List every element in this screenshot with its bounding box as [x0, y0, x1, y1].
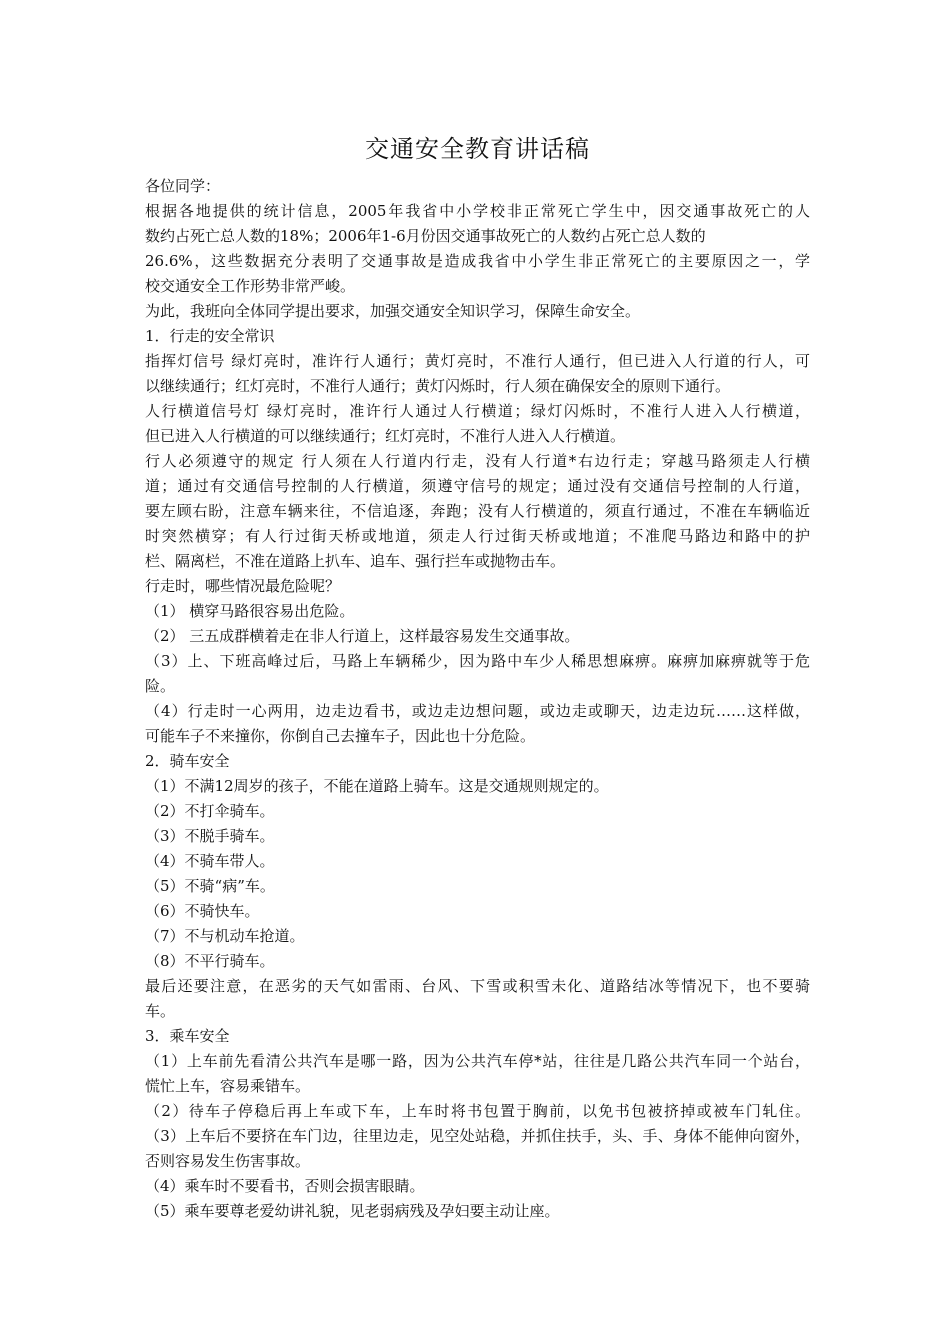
- text-line: （6）不骑快车。: [145, 902, 260, 920]
- text-line: （2）不打伞骑车。: [145, 802, 275, 820]
- text-line: （1） 横穿马路很容易出危险。: [145, 602, 355, 620]
- text-line: 3．乘车安全: [145, 1027, 230, 1045]
- text-line: （1）不满12周岁的孩子，不能在道路上骑车。这是交通规则规定的。: [145, 777, 609, 795]
- text-line: （8）不平行骑车。: [145, 952, 275, 970]
- text-line: 2．骑车安全: [145, 752, 230, 770]
- text-line: 车。: [145, 1002, 176, 1020]
- text-line: 道；通过有交通信号控制的人行横道，须遵守信号的规定；通过没有交通信号控制的人行道，: [145, 477, 810, 495]
- text-line: （2）待车子停稳后再上车或下车，上车时将书包置于胸前，以免书包被挤掉或被车门轧住。: [145, 1102, 810, 1120]
- text-line: 指挥灯信号 绿灯亮时，准许行人通行；黄灯亮时，不准行人通行，但已进入人行道的行人，可: [145, 352, 810, 370]
- text-line: 否则容易发生伤害事故。: [145, 1152, 311, 1170]
- text-line: 26.6%，这些数据充分表明了交通事故是造成我省中小学生非正常死亡的主要原因之一，学: [145, 252, 810, 270]
- text-line: （4）行走时一心两用，边走边看书，或边走边想问题，或边走或聊天，边走边玩……这样做，: [145, 702, 810, 720]
- text-line: 时突然横穿；有人行过街天桥或地道，须走人行过街天桥或地道；不准爬马路边和路中的护: [145, 527, 810, 545]
- document-title: 交通安全教育讲话稿: [365, 135, 590, 163]
- text-line: 行走时，哪些情况最危险呢？: [145, 577, 341, 595]
- text-line: 险。: [145, 677, 176, 695]
- text-line: 1．行走的安全常识: [145, 327, 275, 345]
- text-line: （1）上车前先看清公共汽车是哪一路，因为公共汽车停*站，往往是几路公共汽车同一个站台，: [145, 1052, 810, 1070]
- text-line: 行人必须遵守的规定 行人须在人行道内行走，没有人行道*右边行走；穿越马路须走人行横: [145, 452, 810, 470]
- text-line: （4）不骑车带人。: [145, 852, 275, 870]
- text-line: （5）乘车要尊老爱幼讲礼貌，见老弱病残及孕妇要主动让座。: [145, 1202, 560, 1220]
- text-line: 慌忙上车，容易乘错车。: [145, 1077, 311, 1095]
- text-line: 可能车子不来撞你，你倒自己去撞车子，因此也十分危险。: [145, 727, 536, 745]
- text-line: （7）不与机动车抢道。: [145, 927, 305, 945]
- text-line: 栏、隔离栏，不准在道路上扒车、追车、强行拦车或抛物击车。: [145, 552, 566, 570]
- document-body: [145, 174, 810, 1224]
- text-line: 人行横道信号灯 绿灯亮时，准许行人通过人行横道；绿灯闪烁时，不准行人进入人行横道，: [145, 402, 810, 420]
- text-line: 数约占死亡总人数的18%；2006年1-6月份因交通事故死亡的人数约占死亡总人数的: [145, 227, 706, 245]
- text-line: 根据各地提供的统计信息，2005年我省中小学校非正常死亡学生中，因交通事故死亡的人: [145, 202, 810, 220]
- text-line: （3）上、下班高峰过后，马路上车辆稀少，因为路中车少人稀思想麻痹。麻痹加麻痹就等于危: [145, 652, 810, 670]
- text-line: 以继续通行；红灯亮时，不准行人通行；黄灯闪烁时，行人须在确保安全的原则下通行。: [145, 377, 731, 395]
- text-line: （3）不脱手骑车。: [145, 827, 275, 845]
- document-page: [145, 132, 810, 1224]
- text-line: （4）乘车时不要看书，否则会损害眼睛。: [145, 1177, 425, 1195]
- text-line: （5）不骑“病”车。: [145, 877, 275, 895]
- text-line: 各位同学：: [145, 177, 221, 195]
- text-line: 最后还要注意，在恶劣的天气如雷雨、台风、下雪或积雪未化、道路结冰等情况下，也不要骑: [145, 977, 810, 995]
- text-line: 为此，我班向全体同学提出要求，加强交通安全知识学习，保障生命安全。: [145, 302, 641, 320]
- text-line: 校交通安全工作形势非常严峻。: [145, 277, 356, 295]
- text-line: 要左顾右盼，注意车辆来往，不信追逐，奔跑；没有人行横道的，须直行通过，不准在车辆临近: [145, 502, 810, 520]
- text-line: 但已进入人行横道的可以继续通行；红灯亮时，不准行人进入人行横道。: [145, 427, 626, 445]
- text-line: （2） 三五成群横着走在非人行道上，这样最容易发生交通事故。: [145, 627, 580, 645]
- text-line: （3）上车后不要挤在车门边，往里边走，见空处站稳，并抓住扶手，头、手、身体不能伸向窗外，: [145, 1127, 810, 1145]
